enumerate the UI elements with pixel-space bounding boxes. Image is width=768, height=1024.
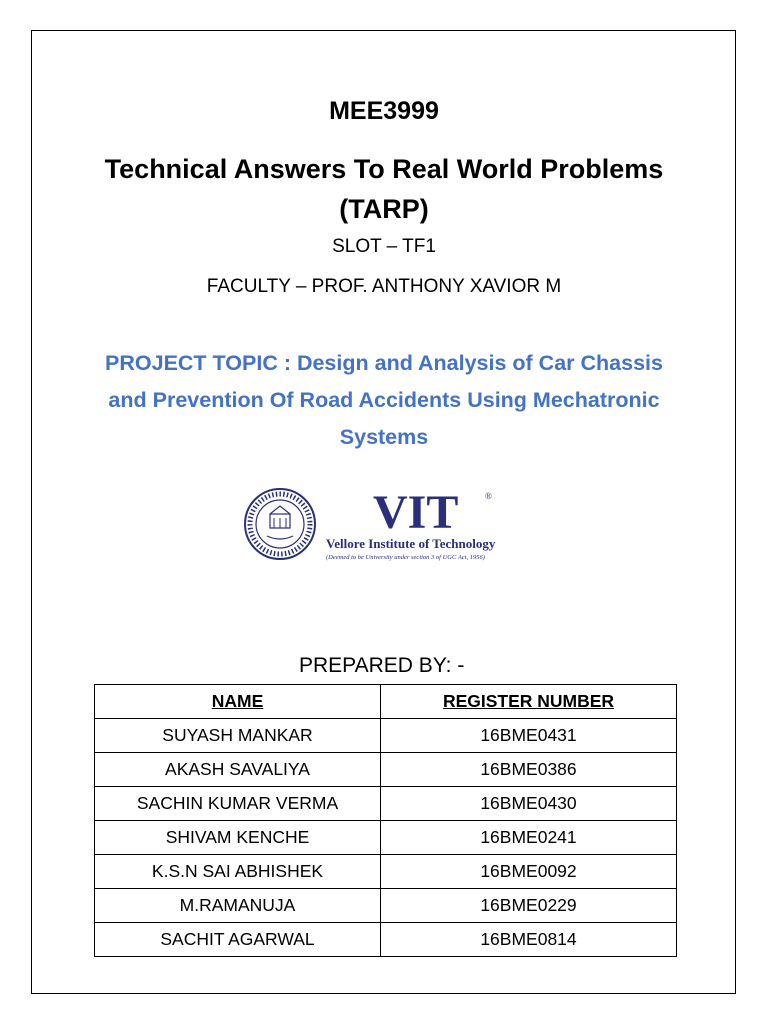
vit-wordmark: VIT (373, 486, 459, 539)
vit-seal-icon (245, 489, 315, 559)
table-header-row (95, 685, 677, 719)
table-row (95, 889, 677, 923)
member-name: M.RAMANUJA (95, 889, 381, 923)
member-name: SUYASH MANKAR (95, 719, 381, 753)
member-name: SACHIN KUMAR VERMA (95, 787, 381, 821)
member-register-number: 16BME0241 (381, 821, 677, 855)
faculty-label: FACULTY – PROF. ANTHONY XAVIOR M (206, 276, 562, 297)
registered-mark: ® (485, 491, 492, 501)
member-name: AKASH SAVALIYA (95, 753, 381, 787)
table-row (95, 821, 677, 855)
project-topic: PROJECT TOPIC : Design and Analysis of Car Chassis and Prevention Of Road Accidents Using Mechatronic Systems (105, 351, 663, 449)
course-title-line-1: Technical Answers To Real World Problems (104, 154, 664, 184)
member-register-number: 16BME0814 (381, 923, 677, 957)
slot-label: SLOT – TF1 (332, 236, 436, 257)
table-row (95, 787, 677, 821)
member-name: SHIVAM KENCHE (95, 821, 381, 855)
member-register-number: 16BME0386 (381, 753, 677, 787)
member-register-number: 16BME0229 (381, 889, 677, 923)
members-table (94, 684, 677, 957)
register-column-header: REGISTER NUMBER (381, 685, 677, 719)
course-title-line-2: (TARP) (339, 194, 429, 224)
member-register-number: 16BME0092 (381, 855, 677, 889)
institute-name: Vellore Institute of Technology (326, 536, 496, 551)
name-column-header: NAME (95, 685, 381, 719)
member-register-number: 16BME0430 (381, 787, 677, 821)
member-name: SACHIT AGARWAL (95, 923, 381, 957)
table-row (95, 719, 677, 753)
course-code: MEE3999 (329, 97, 439, 125)
institute-tagline: (Deemed to be University under section 3 of UGC Act, 1956) (326, 554, 485, 561)
prepared-by-label: PREPARED BY: - (299, 654, 465, 677)
table-row (95, 923, 677, 957)
member-name: K.S.N SAI ABHISHEK (95, 855, 381, 889)
course-title (0, 149, 768, 229)
table-row (95, 753, 677, 787)
vit-logo (243, 484, 533, 564)
table-row (95, 855, 677, 889)
member-register-number: 16BME0431 (381, 719, 677, 753)
